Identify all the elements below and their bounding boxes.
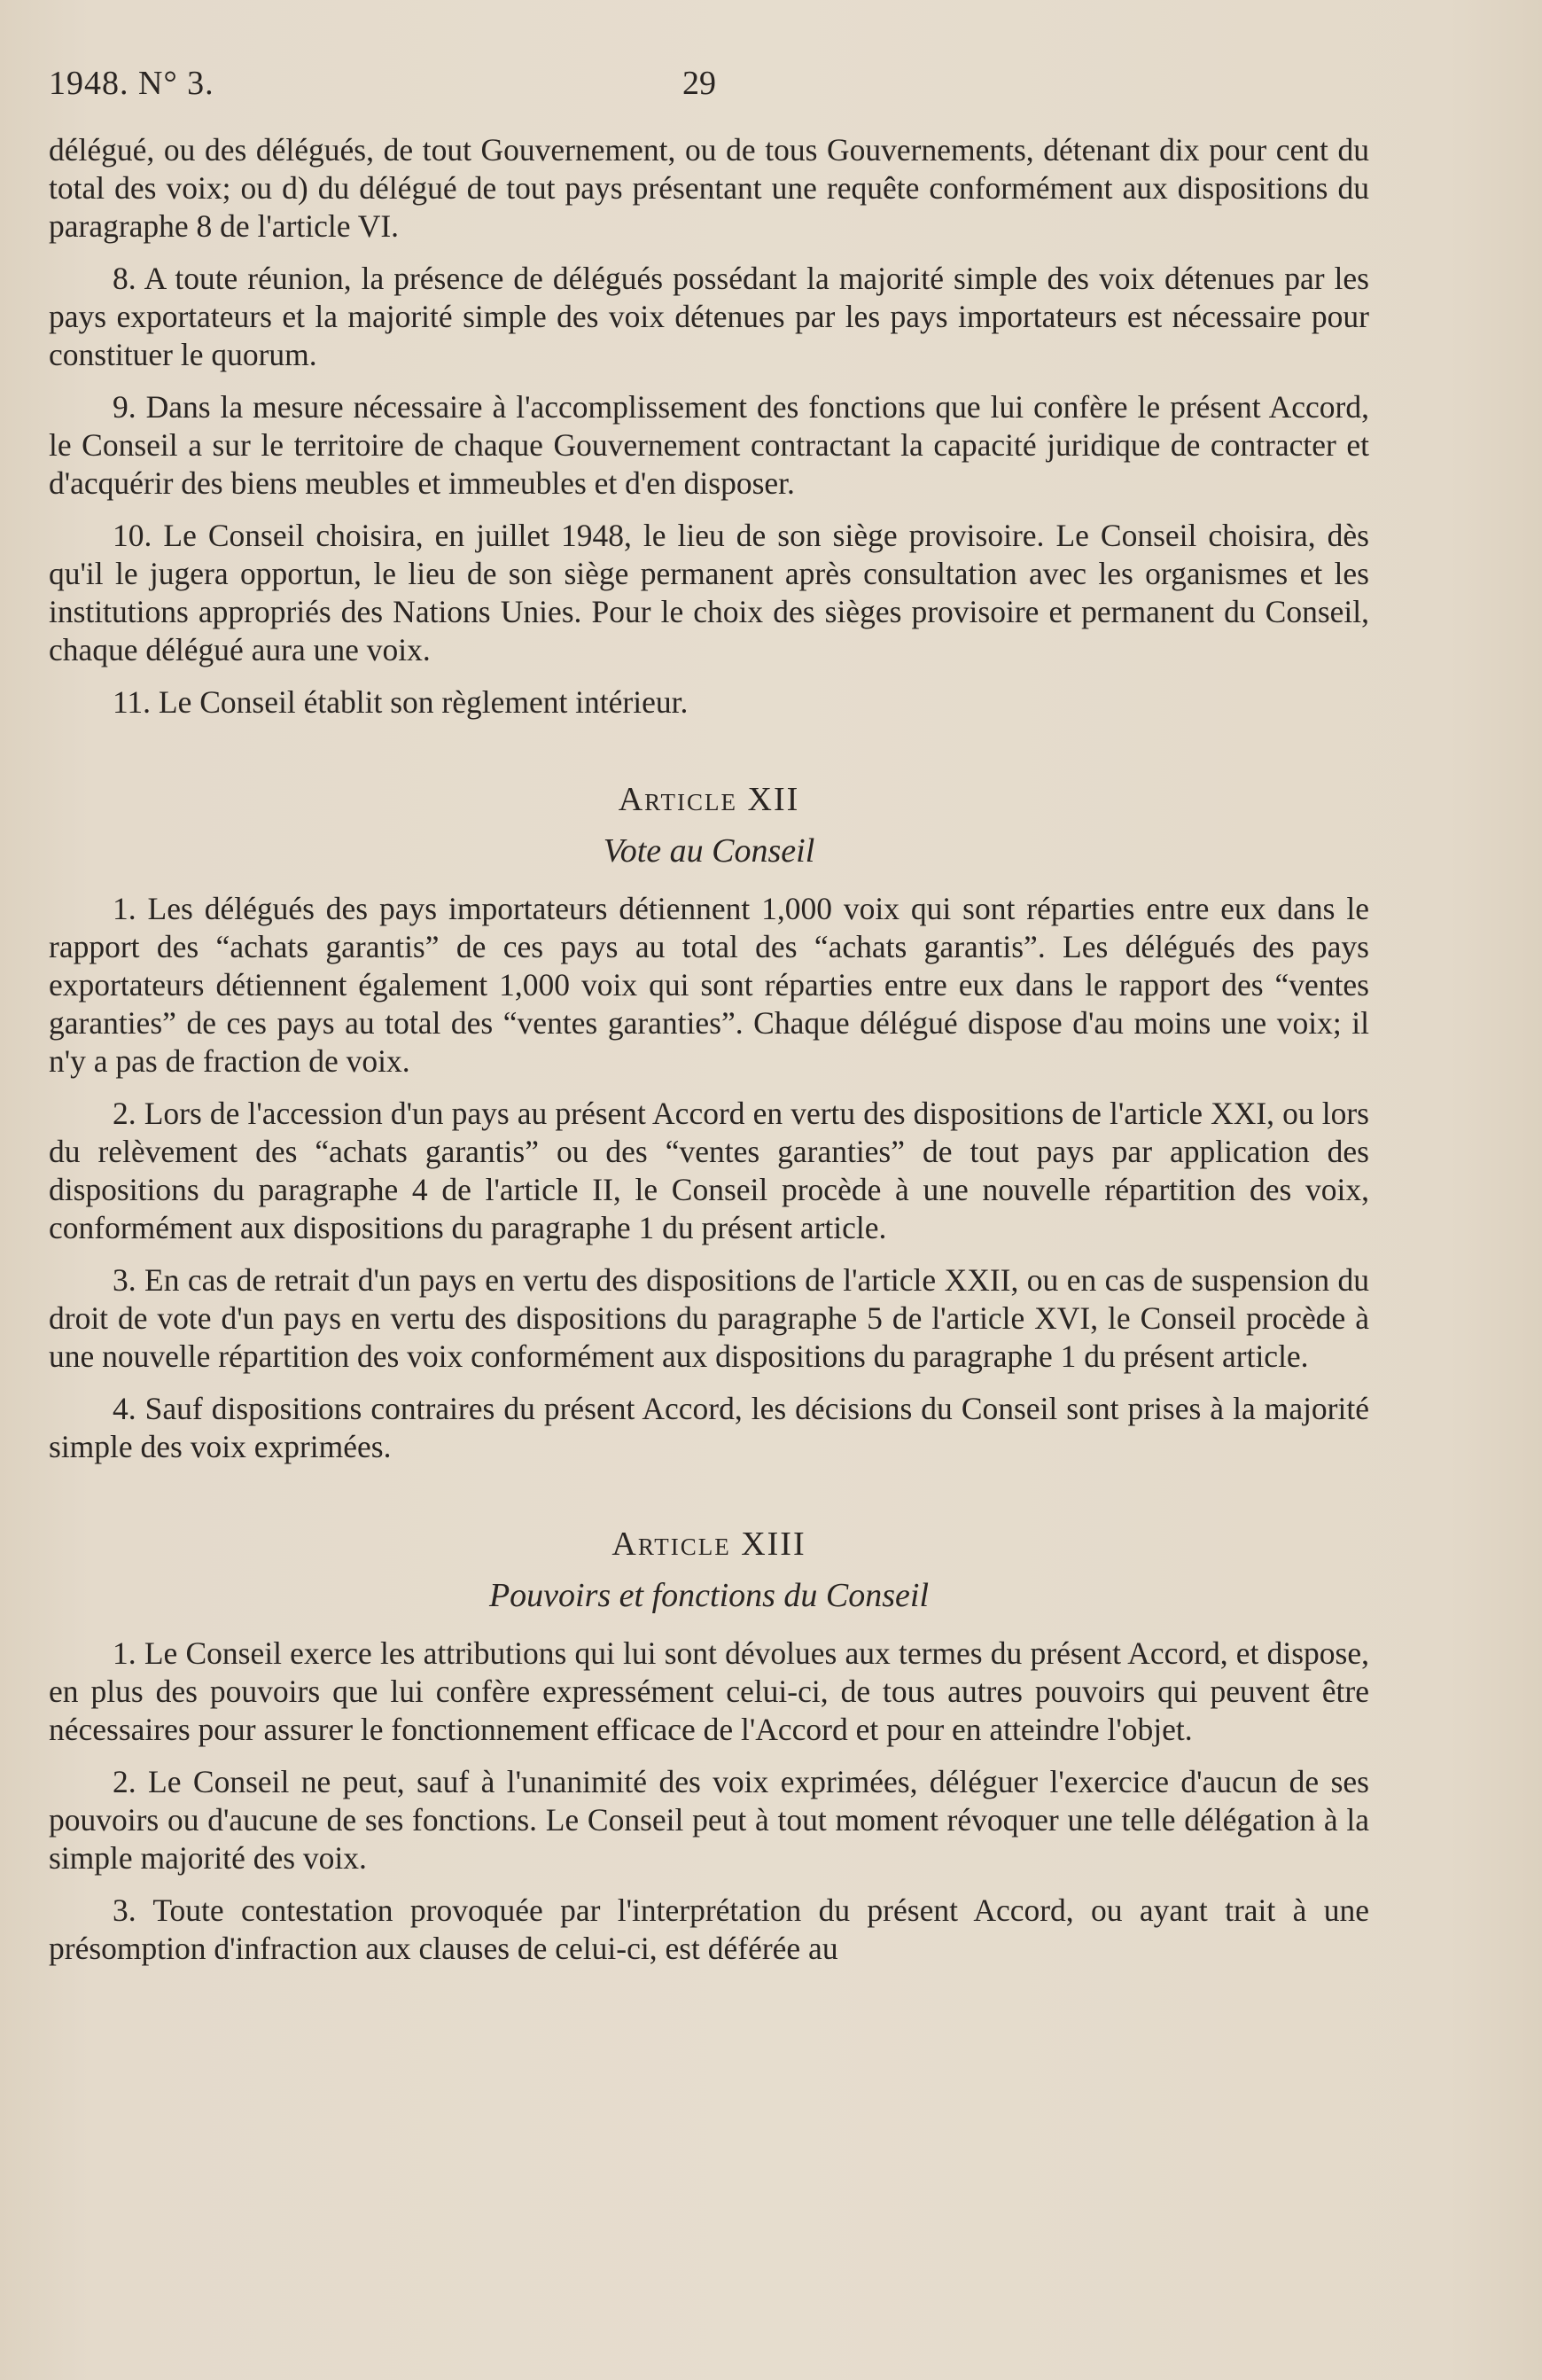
article-13-heading: Article XIII (611, 1526, 806, 1563)
article-12-paragraph-3: 3. En cas de retrait d'un pays en vertu des dispositions de l'article XXII, ou en cas de suspension du droit de vote d'un pays en vertu des dispositions du paragraphe 5 de l'article XVI, le Conseil procède à une nouvelle répartition des voix conformément aux dispositions du paragraphe 1 du présent article. (49, 1262, 1369, 1374)
article-13-paragraph-2: 2. Le Conseil ne peut, sauf à l'unanimité des voix exprimées, déléguer l'exercice d'aucun de ses pouvoirs ou d'aucune de ses fonctions. Le Conseil peut à tout moment révoquer une telle délégation à la simple majorité des voix. (49, 1764, 1369, 1876)
page-header (49, 64, 1378, 108)
article-12-paragraph-1: 1. Les délégués des pays importateurs détiennent 1,000 voix qui sont réparties entre eux dans le rapport des “achats garantis” de ces pays au total des “achats garantis”. Les délégués des pays exportateurs détiennent également 1,000 voix qui sont réparties entre eux dans le rapport des “ventes garanties” de ces pays au total des “ventes garanties”. Chaque délégué dispose d'au moins une voix; il n'y a pas de fraction de voix. (49, 891, 1369, 1079)
document-body (49, 131, 1369, 1982)
paragraph-11: 11. Le Conseil établit son règlement intérieur. (113, 684, 689, 720)
paragraph-10: 10. Le Conseil choisira, en juillet 1948, le lieu de son siège provisoire. Le Conseil choisira, dès qu'il le jugera opportun, le lieu de son siège permanent après consultation avec les organismes et les institutions appropriés des Nations Unies. Pour le choix des sièges provisoire et permanent du Conseil, chaque délégué aura une voix. (49, 518, 1369, 667)
paragraph-9: 9. Dans la mesure nécessaire à l'accomplissement des fonctions que lui confère le présent Accord, le Conseil a sur le territoire de chaque Gouvernement contractant la capacité juridique de contracter et d'acquérir des biens meubles et immeubles et d'en disposer. (49, 389, 1369, 501)
article-12-subtitle: Vote au Conseil (603, 832, 815, 870)
paragraph-continuation: délégué, ou des délégués, de tout Gouvernement, ou de tous Gouvernements, détenant dix pour cent du total des voix; ou d) du délégué de tout pays présentant une requête conformément aux dispositions du paragraphe 8 de l'article VI. (49, 132, 1369, 244)
page-number: 29 (682, 65, 716, 102)
article-12-heading: Article XII (618, 781, 800, 818)
header-reference: 1948. N° 3. (49, 65, 214, 102)
article-13-subtitle: Pouvoirs et fonctions du Conseil (488, 1577, 930, 1614)
article-13-paragraph-3: 3. Toute contestation provoquée par l'interprétation du présent Accord, ou ayant trait à une présomption d'infraction aux clauses de celui-ci, est déférée au (49, 1892, 1369, 1966)
article-13-paragraph-1: 1. Le Conseil exerce les attributions qui lui sont dévolues aux termes du présent Accord, et dispose, en plus des pouvoirs que lui confère expressément celui-ci, de tous autres pouvoirs qui peuvent être nécessaires pour assurer le fonctionnement efficace de l'Accord et pour en atteindre l'objet. (49, 1635, 1369, 1747)
article-12-paragraph-2: 2. Lors de l'accession d'un pays au présent Accord en vertu des dispositions de l'article XXI, ou lors du relèvement des “achats garantis” ou des “ventes garanties” de tout pays par application des dispositions du paragraphe 4 de l'article II, le Conseil procède à une nouvelle répartition des voix, conformément aux dispositions du paragraphe 1 du présent article. (49, 1096, 1369, 1245)
paragraph-8: 8. A toute réunion, la présence de délégués possédant la majorité simple des voix détenues par les pays exportateurs et la majorité simple des voix détenues par les pays importateurs est nécessaire pour constituer le quorum. (49, 261, 1369, 372)
article-12-paragraph-4: 4. Sauf dispositions contraires du présent Accord, les décisions du Conseil sont prises à la majorité simple des voix exprimées. (49, 1391, 1369, 1464)
